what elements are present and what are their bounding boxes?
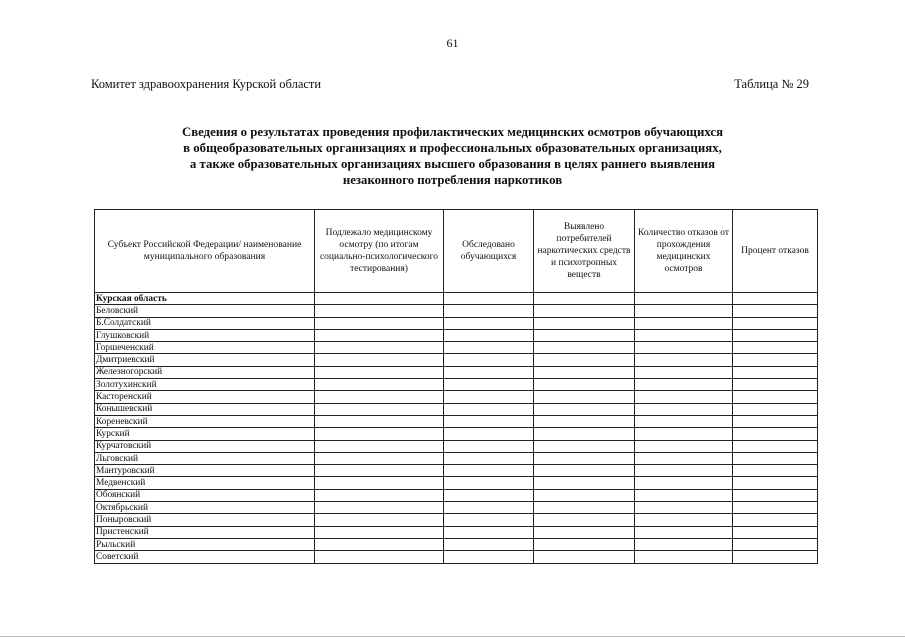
value-cell xyxy=(635,489,733,501)
table-row xyxy=(95,452,818,464)
value-cell xyxy=(733,366,818,378)
municipality-name-cell: Глушковский xyxy=(95,329,315,341)
value-cell xyxy=(534,465,635,477)
table-row xyxy=(95,428,818,440)
table-row xyxy=(95,489,818,501)
municipality-name-cell: Горшеченский xyxy=(95,342,315,354)
value-cell xyxy=(733,391,818,403)
value-cell xyxy=(444,452,534,464)
value-cell xyxy=(315,489,444,501)
value-cell xyxy=(444,366,534,378)
municipality-name-cell: Курчатовский xyxy=(95,440,315,452)
value-cell xyxy=(315,329,444,341)
municipality-name-cell: Дмитриевский xyxy=(95,354,315,366)
value-cell xyxy=(315,440,444,452)
column-header-identified-users: Выявлено потребителей наркотических средств и психотропных веществ xyxy=(534,210,635,293)
value-cell xyxy=(444,354,534,366)
value-cell xyxy=(444,403,534,415)
value-cell xyxy=(635,526,733,538)
report-title xyxy=(0,124,905,188)
municipality-name-cell: Б.Солдатский xyxy=(95,317,315,329)
column-header-refusals-percent: Процент отказов xyxy=(733,210,818,293)
value-cell xyxy=(733,379,818,391)
column-header-examined: Обследовано обучающихся xyxy=(444,210,534,293)
report-title-line: Сведения о результатах проведения профилактических медицинских осмотров обучающихся xyxy=(182,125,723,139)
committee-name: Комитет здравоохранения Курской области xyxy=(91,77,322,91)
table-row-region xyxy=(95,293,818,305)
value-cell xyxy=(534,489,635,501)
page-bottom-edge xyxy=(0,636,905,637)
value-cell xyxy=(733,342,818,354)
column-header-subject-to-exam: Подлежало медицинскому осмотру (по итогам социально-психологического тестирования) xyxy=(315,210,444,293)
value-cell xyxy=(733,551,818,563)
value-cell xyxy=(444,317,534,329)
value-cell xyxy=(315,502,444,514)
value-cell xyxy=(444,342,534,354)
value-cell xyxy=(315,317,444,329)
value-cell xyxy=(534,440,635,452)
value-cell xyxy=(733,403,818,415)
table-row xyxy=(95,317,818,329)
value-cell xyxy=(635,551,733,563)
value-cell xyxy=(315,465,444,477)
municipality-name-cell: Курский xyxy=(95,428,315,440)
report-title-line: а также образовательных организациях высшего образования в целях раннего выявления xyxy=(189,157,716,171)
value-cell xyxy=(635,342,733,354)
value-cell xyxy=(315,538,444,550)
value-cell xyxy=(733,415,818,427)
table-row xyxy=(95,342,818,354)
value-cell xyxy=(635,502,733,514)
table-row xyxy=(95,526,818,538)
value-cell xyxy=(635,317,733,329)
value-cell xyxy=(315,293,444,305)
value-cell xyxy=(635,354,733,366)
municipality-name-cell: Железногорский xyxy=(95,366,315,378)
municipality-name-cell: Октябрьский xyxy=(95,502,315,514)
value-cell xyxy=(534,293,635,305)
value-cell xyxy=(315,379,444,391)
value-cell xyxy=(315,477,444,489)
value-cell xyxy=(733,440,818,452)
value-cell xyxy=(444,415,534,427)
municipality-name-cell: Льговский xyxy=(95,452,315,464)
value-cell xyxy=(534,305,635,317)
value-cell xyxy=(733,514,818,526)
value-cell xyxy=(444,551,534,563)
value-cell xyxy=(635,440,733,452)
value-cell xyxy=(635,366,733,378)
table-body xyxy=(95,293,818,564)
value-cell xyxy=(444,538,534,550)
health-screening-table xyxy=(94,209,818,564)
value-cell xyxy=(534,317,635,329)
value-cell xyxy=(635,293,733,305)
table-row xyxy=(95,551,818,563)
table-header-row xyxy=(95,210,818,293)
value-cell xyxy=(635,538,733,550)
table-row xyxy=(95,477,818,489)
municipality-name-cell: Золотухинский xyxy=(95,379,315,391)
value-cell xyxy=(444,502,534,514)
value-cell xyxy=(534,428,635,440)
value-cell xyxy=(733,465,818,477)
value-cell xyxy=(635,415,733,427)
municipality-name-cell: Советский xyxy=(95,551,315,563)
table-row xyxy=(95,329,818,341)
value-cell xyxy=(733,305,818,317)
value-cell xyxy=(444,428,534,440)
value-cell xyxy=(635,379,733,391)
value-cell xyxy=(733,526,818,538)
value-cell xyxy=(534,477,635,489)
table-row xyxy=(95,514,818,526)
value-cell xyxy=(315,403,444,415)
value-cell xyxy=(444,293,534,305)
value-cell xyxy=(315,305,444,317)
municipality-name-cell: Курская область xyxy=(95,293,315,305)
value-cell xyxy=(315,452,444,464)
value-cell xyxy=(444,305,534,317)
table-row xyxy=(95,440,818,452)
value-cell xyxy=(733,329,818,341)
value-cell xyxy=(444,465,534,477)
value-cell xyxy=(635,465,733,477)
value-cell xyxy=(534,538,635,550)
value-cell xyxy=(444,526,534,538)
value-cell xyxy=(534,391,635,403)
table-row xyxy=(95,305,818,317)
municipality-name-cell: Конышевский xyxy=(95,403,315,415)
value-cell xyxy=(315,366,444,378)
value-cell xyxy=(534,502,635,514)
value-cell xyxy=(534,403,635,415)
value-cell xyxy=(733,293,818,305)
value-cell xyxy=(534,379,635,391)
municipality-name-cell: Пристенский xyxy=(95,526,315,538)
value-cell xyxy=(444,329,534,341)
page-number: 61 xyxy=(446,36,459,50)
value-cell xyxy=(444,440,534,452)
value-cell xyxy=(635,514,733,526)
value-cell xyxy=(315,514,444,526)
value-cell xyxy=(635,329,733,341)
value-cell xyxy=(534,342,635,354)
value-cell xyxy=(635,403,733,415)
value-cell xyxy=(315,551,444,563)
value-cell xyxy=(635,391,733,403)
municipality-name-cell: Медвенский xyxy=(95,477,315,489)
table-row xyxy=(95,502,818,514)
table-row xyxy=(95,465,818,477)
value-cell xyxy=(534,415,635,427)
value-cell xyxy=(534,329,635,341)
value-cell xyxy=(315,415,444,427)
value-cell xyxy=(315,342,444,354)
municipality-name-cell: Беловский xyxy=(95,305,315,317)
municipality-name-cell: Рыльский xyxy=(95,538,315,550)
table-row xyxy=(95,415,818,427)
table-row xyxy=(95,538,818,550)
municipality-name-cell: Поныровский xyxy=(95,514,315,526)
column-header-refusals-count: Количество отказов от прохождения медицинских осмотров xyxy=(635,210,733,293)
value-cell xyxy=(733,354,818,366)
report-title-line: незаконного потребления наркотиков xyxy=(342,173,563,187)
table-row xyxy=(95,391,818,403)
value-cell xyxy=(534,526,635,538)
value-cell xyxy=(444,514,534,526)
table-row xyxy=(95,379,818,391)
value-cell xyxy=(733,538,818,550)
value-cell xyxy=(534,514,635,526)
value-cell xyxy=(733,452,818,464)
value-cell xyxy=(444,379,534,391)
value-cell xyxy=(315,354,444,366)
municipality-name-cell: Мантуровский xyxy=(95,465,315,477)
column-header-subject: Субъект Российской Федерации/ наименование муниципального образования xyxy=(95,210,315,293)
table-row xyxy=(95,354,818,366)
value-cell xyxy=(315,526,444,538)
value-cell xyxy=(315,391,444,403)
municipality-name-cell: Кореневский xyxy=(95,415,315,427)
value-cell xyxy=(733,502,818,514)
value-cell xyxy=(444,477,534,489)
value-cell xyxy=(635,452,733,464)
value-cell xyxy=(733,489,818,501)
value-cell xyxy=(534,366,635,378)
value-cell xyxy=(444,391,534,403)
table-row xyxy=(95,366,818,378)
table-row xyxy=(95,403,818,415)
value-cell xyxy=(534,551,635,563)
value-cell xyxy=(635,305,733,317)
municipality-name-cell: Обоянский xyxy=(95,489,315,501)
value-cell xyxy=(315,428,444,440)
value-cell xyxy=(733,317,818,329)
value-cell xyxy=(635,428,733,440)
value-cell xyxy=(733,477,818,489)
value-cell xyxy=(635,477,733,489)
value-cell xyxy=(733,428,818,440)
value-cell xyxy=(534,452,635,464)
municipality-name-cell: Касторенский xyxy=(95,391,315,403)
value-cell xyxy=(534,354,635,366)
report-title-line: в общеобразовательных организациях и профессиональных образовательных организациях, xyxy=(183,141,722,155)
value-cell xyxy=(444,489,534,501)
table-number: Таблица № 29 xyxy=(734,77,809,91)
